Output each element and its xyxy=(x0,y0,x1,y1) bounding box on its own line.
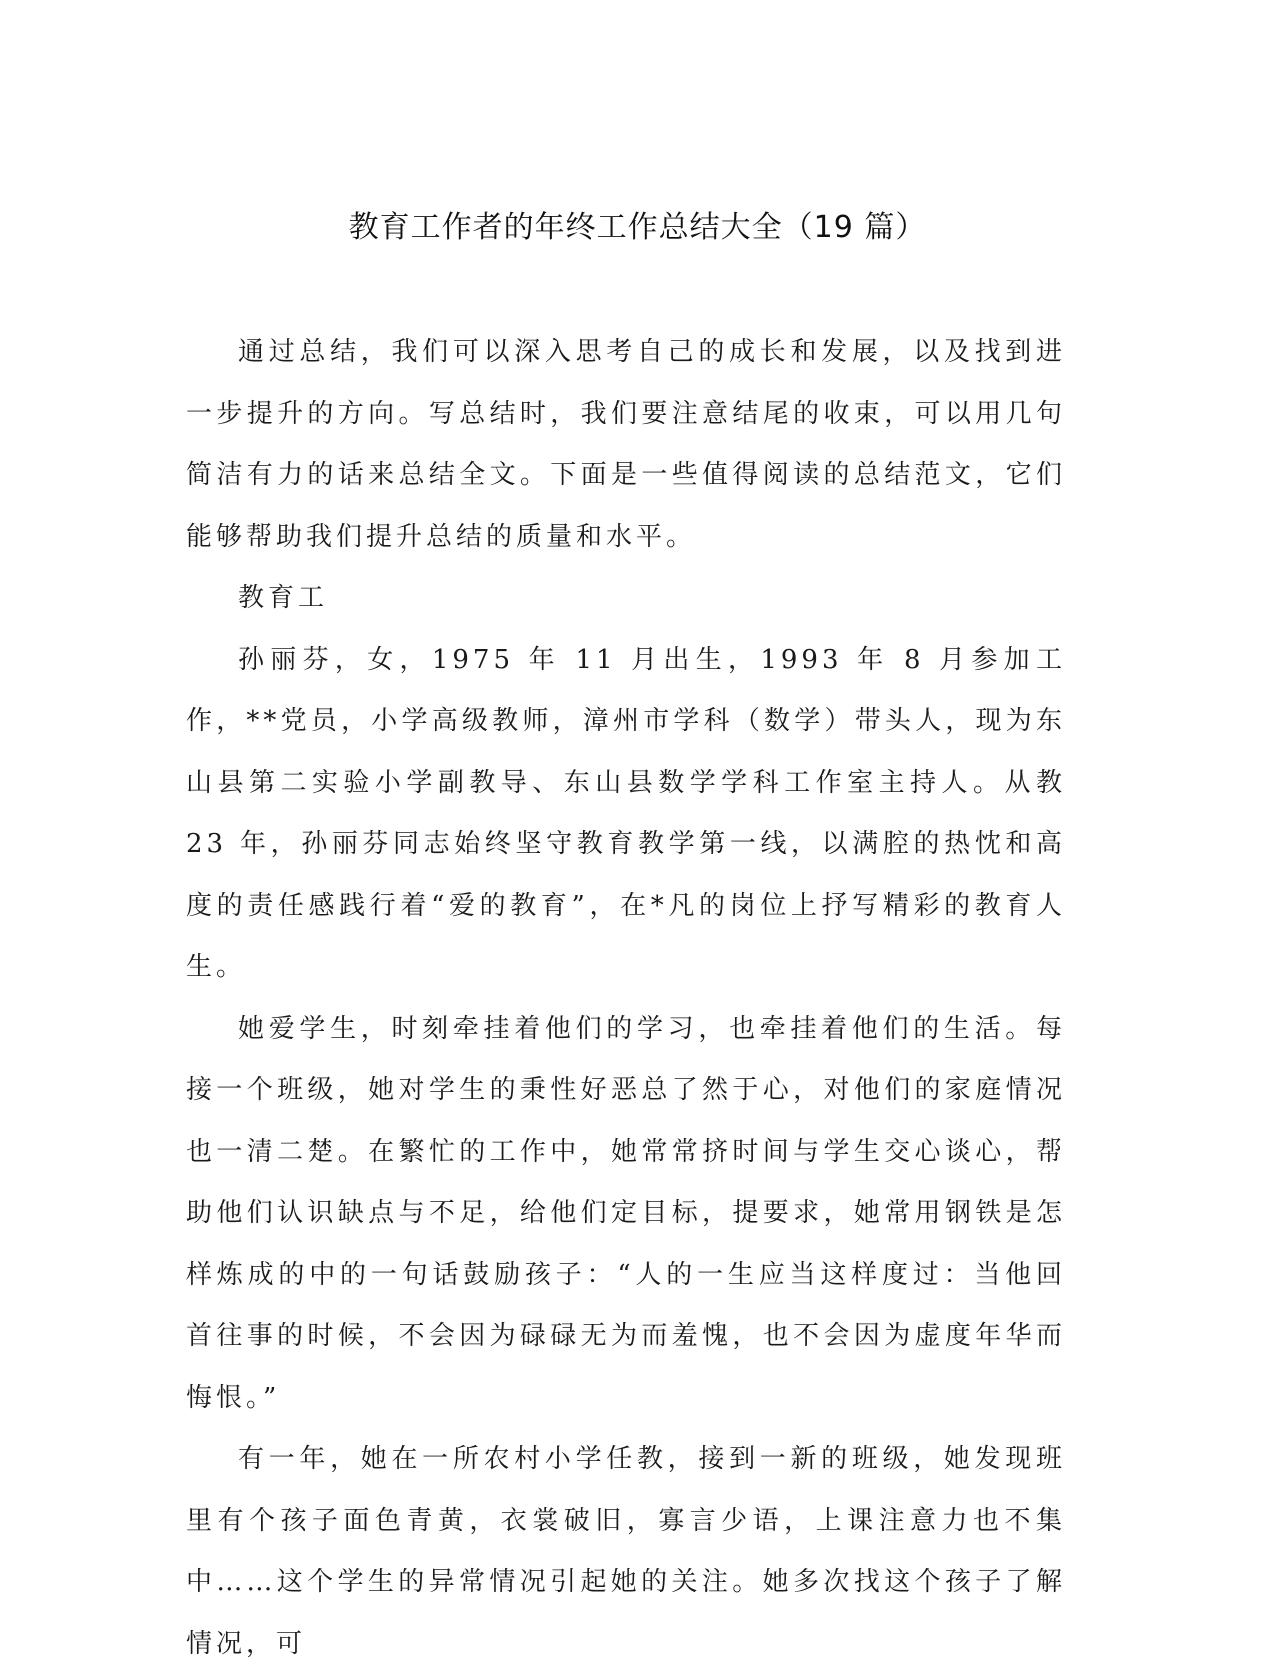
paragraph-intro: 通过总结，我们可以深入思考自己的成长和发展，以及找到进一步提升的方向。写总结时，我们要注意结尾的收束，可以用几句简洁有力的话来总结全文。下面是一些值得阅读的总结范文，它们能够帮助我们提升总结的质量和水平。 xyxy=(186,337,1066,552)
document-body xyxy=(186,322,1066,1675)
paragraph-section-label: 教育工 xyxy=(238,583,329,613)
paragraph-care-students: 她爱学生，时刻牵挂着他们的学习，也牵挂着他们的生活。每接一个班级，她对学生的秉性好恶总了然于心，对他们的家庭情况也一清二楚。在繁忙的工作中，她常常挤时间与学生交心谈心，帮助他们认识缺点与不足，给他们定目标，提要求，她常用钢铁是怎样炼成的中的一句话鼓励孩子：“人的一生应当这样度过：当他回首往事的时候，不会因为碌碌无为而羞愧，也不会因为虚度年华而悔恨。” xyxy=(186,1013,1066,1413)
paragraph-profile: 孙丽芬，女，1975 年 11 月出生，1993 年 8 月参加工作，**党员，小学高级教师，漳州市学科（数学）带头人，现为东山县第二实验小学副教导、东山县数学学科工作室主持人。从教 23 年，孙丽芬同志始终坚守教育教学第一线，以满腔的热忱和高度的责任感践行着“爱的教育”，在*凡的岗位上抒写精彩的教育人生。 xyxy=(186,644,1066,982)
document-title: 教育工作者的年终工作总结大全（19 篇） xyxy=(348,210,927,245)
paragraph-rural-school: 有一年，她在一所农村小学任教，接到一新的班级，她发现班里有个孩子面色青黄，衣裳破旧，寡言少语，上课注意力也不集中……这个学生的异常情况引起她的关注。她多次找这个孩子了解情况，可 xyxy=(186,1444,1066,1659)
